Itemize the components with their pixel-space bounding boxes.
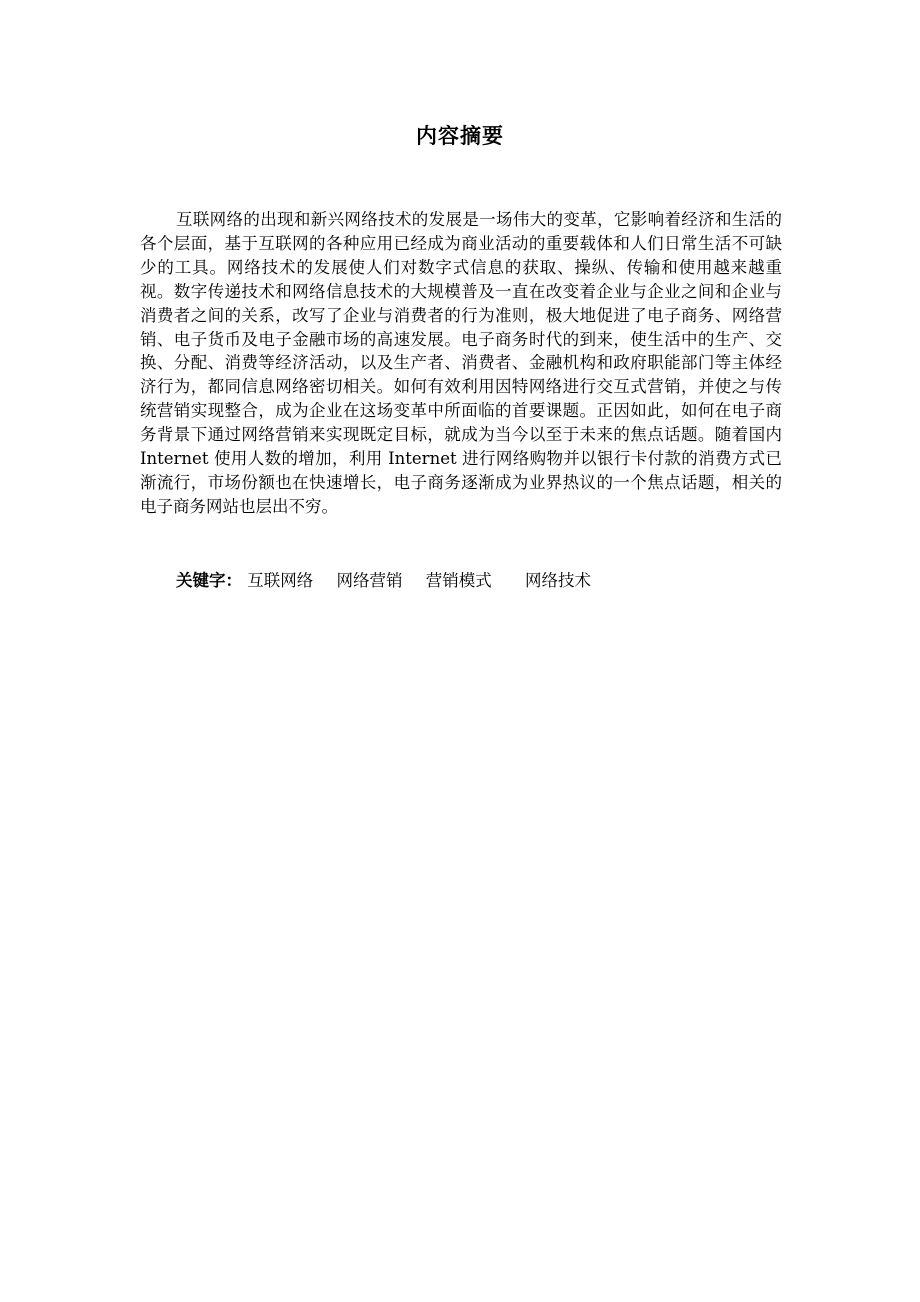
keyword-item: 网络营销 [336, 571, 403, 590]
keyword-item: 互联网络 [247, 571, 314, 590]
keywords-line [176, 569, 609, 593]
keywords-label: 关键字： [176, 571, 242, 590]
keyword-item: 网络技术 [525, 571, 591, 590]
abstract-paragraph: 互联网络的出现和新兴网络技术的发展是一场伟大的变革，它影响着经济和生活的各个层面，基于互联网的各种应用已经成为商业活动的重要载体和人们日常生活不可缺少的工具。网络技术的发展使人们对数字式信息的获取、操纵、传输和使用越来越重视。数字传递技术和网络信息技术的大规模普及一直在改变着企业与企业之间和企业与消费者之间的关系，改写了企业与消费者的行为准则，极大地促进了电子商务、网络营销、电子货币及电子金融市场的高速发展。电子商务时代的到来，使生活中的生产、交换、分配、消费等经济活动，以及生产者、消费者、金融机构和政府职能部门等主体经济行为，都同信息网络密切相关。如何有效利用因特网络进行交互式营销，并使之与传统营销实现整合，成为企业在这场变革中所面临的首要课题。正因如此，如何在电子商务背景下通过网络营销来实现既定目标，就成为当今以至于未来的焦点话题。随着国内 Internet 使用人数的增加，利用 Internet 进行网络购物并以银行卡付款的消费方式已渐流行，市场份额也在快速增长，电子商务逐渐成为业界热议的一个焦点话题，相关的电子商务网站也层出不穷。 [140, 210, 782, 516]
page-title: 内容摘要 [416, 124, 504, 148]
keyword-item: 营销模式 [425, 571, 492, 590]
